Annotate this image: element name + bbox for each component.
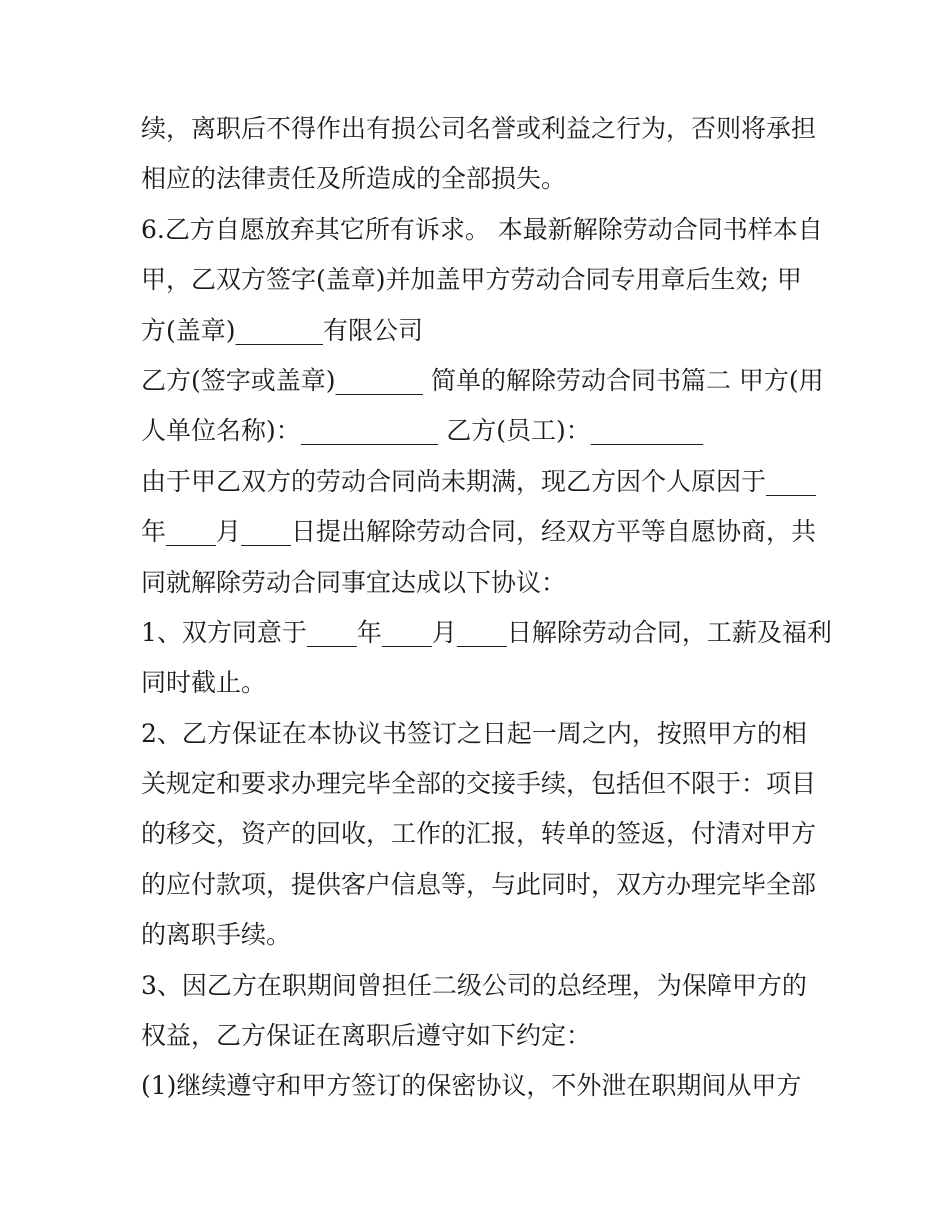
text-line: 的移交，资产的回收，工作的汇报，转单的签返，付清对甲方 [141, 819, 817, 849]
text-line: 权益，乙方保证在离职后遵守如下约定： [141, 1021, 592, 1051]
text-line: 6.乙方自愿放弃其它所有诉求。 本最新解除劳动合同书样本自 [141, 214, 823, 244]
text-line: 由于甲乙双方的劳动合同尚未期满，现乙方因个人原因于____ [141, 466, 817, 496]
text-line: 续，离职后不得作出有损公司名誉或利益之行为，否则将承担 [141, 114, 817, 143]
text-line: 年____月____日提出解除劳动合同，经双方平等自愿协商，共 [141, 517, 817, 547]
text-line: 方(盖章)_______有限公司 [141, 315, 424, 345]
document-body [141, 104, 832, 1112]
text-line: 同就解除劳动合同事宜达成以下协议： [141, 567, 567, 597]
text-line: 人单位名称)：___________ 乙方(员工)：_________ [141, 416, 704, 446]
text-line: 的离职手续。 [141, 920, 292, 950]
text-line: 2、乙方保证在本协议书签订之日起一周之内，按照甲方的相 [141, 718, 807, 748]
text-line: 的应付款项，提供客户信息等，与此同时，双方办理完毕全部 [141, 869, 817, 899]
text-line: 甲，乙双方签字(盖章)并加盖甲方劳动合同专用章后生效; 甲 [141, 265, 802, 295]
text-line: (1)继续遵守和甲方签订的保密协议，不外泄在职期间从甲方 [141, 1071, 802, 1101]
text-line: 关规定和要求办理完毕全部的交接手续，包括但不限于：项目 [141, 769, 817, 799]
text-line: 1、双方同意于____年____月____日解除劳动合同，工薪及福利 [141, 617, 832, 647]
text-line: 乙方(签字或盖章)_______ 简单的解除劳动合同书篇二 甲方(用 [141, 365, 824, 395]
text-line: 相应的法律责任及所造成的全部损失。 [141, 164, 567, 194]
text-line: 同时截止。 [141, 668, 267, 698]
text-line: 3、因乙方在职期间曾担任二级公司的总经理，为保障甲方的 [141, 970, 807, 1000]
